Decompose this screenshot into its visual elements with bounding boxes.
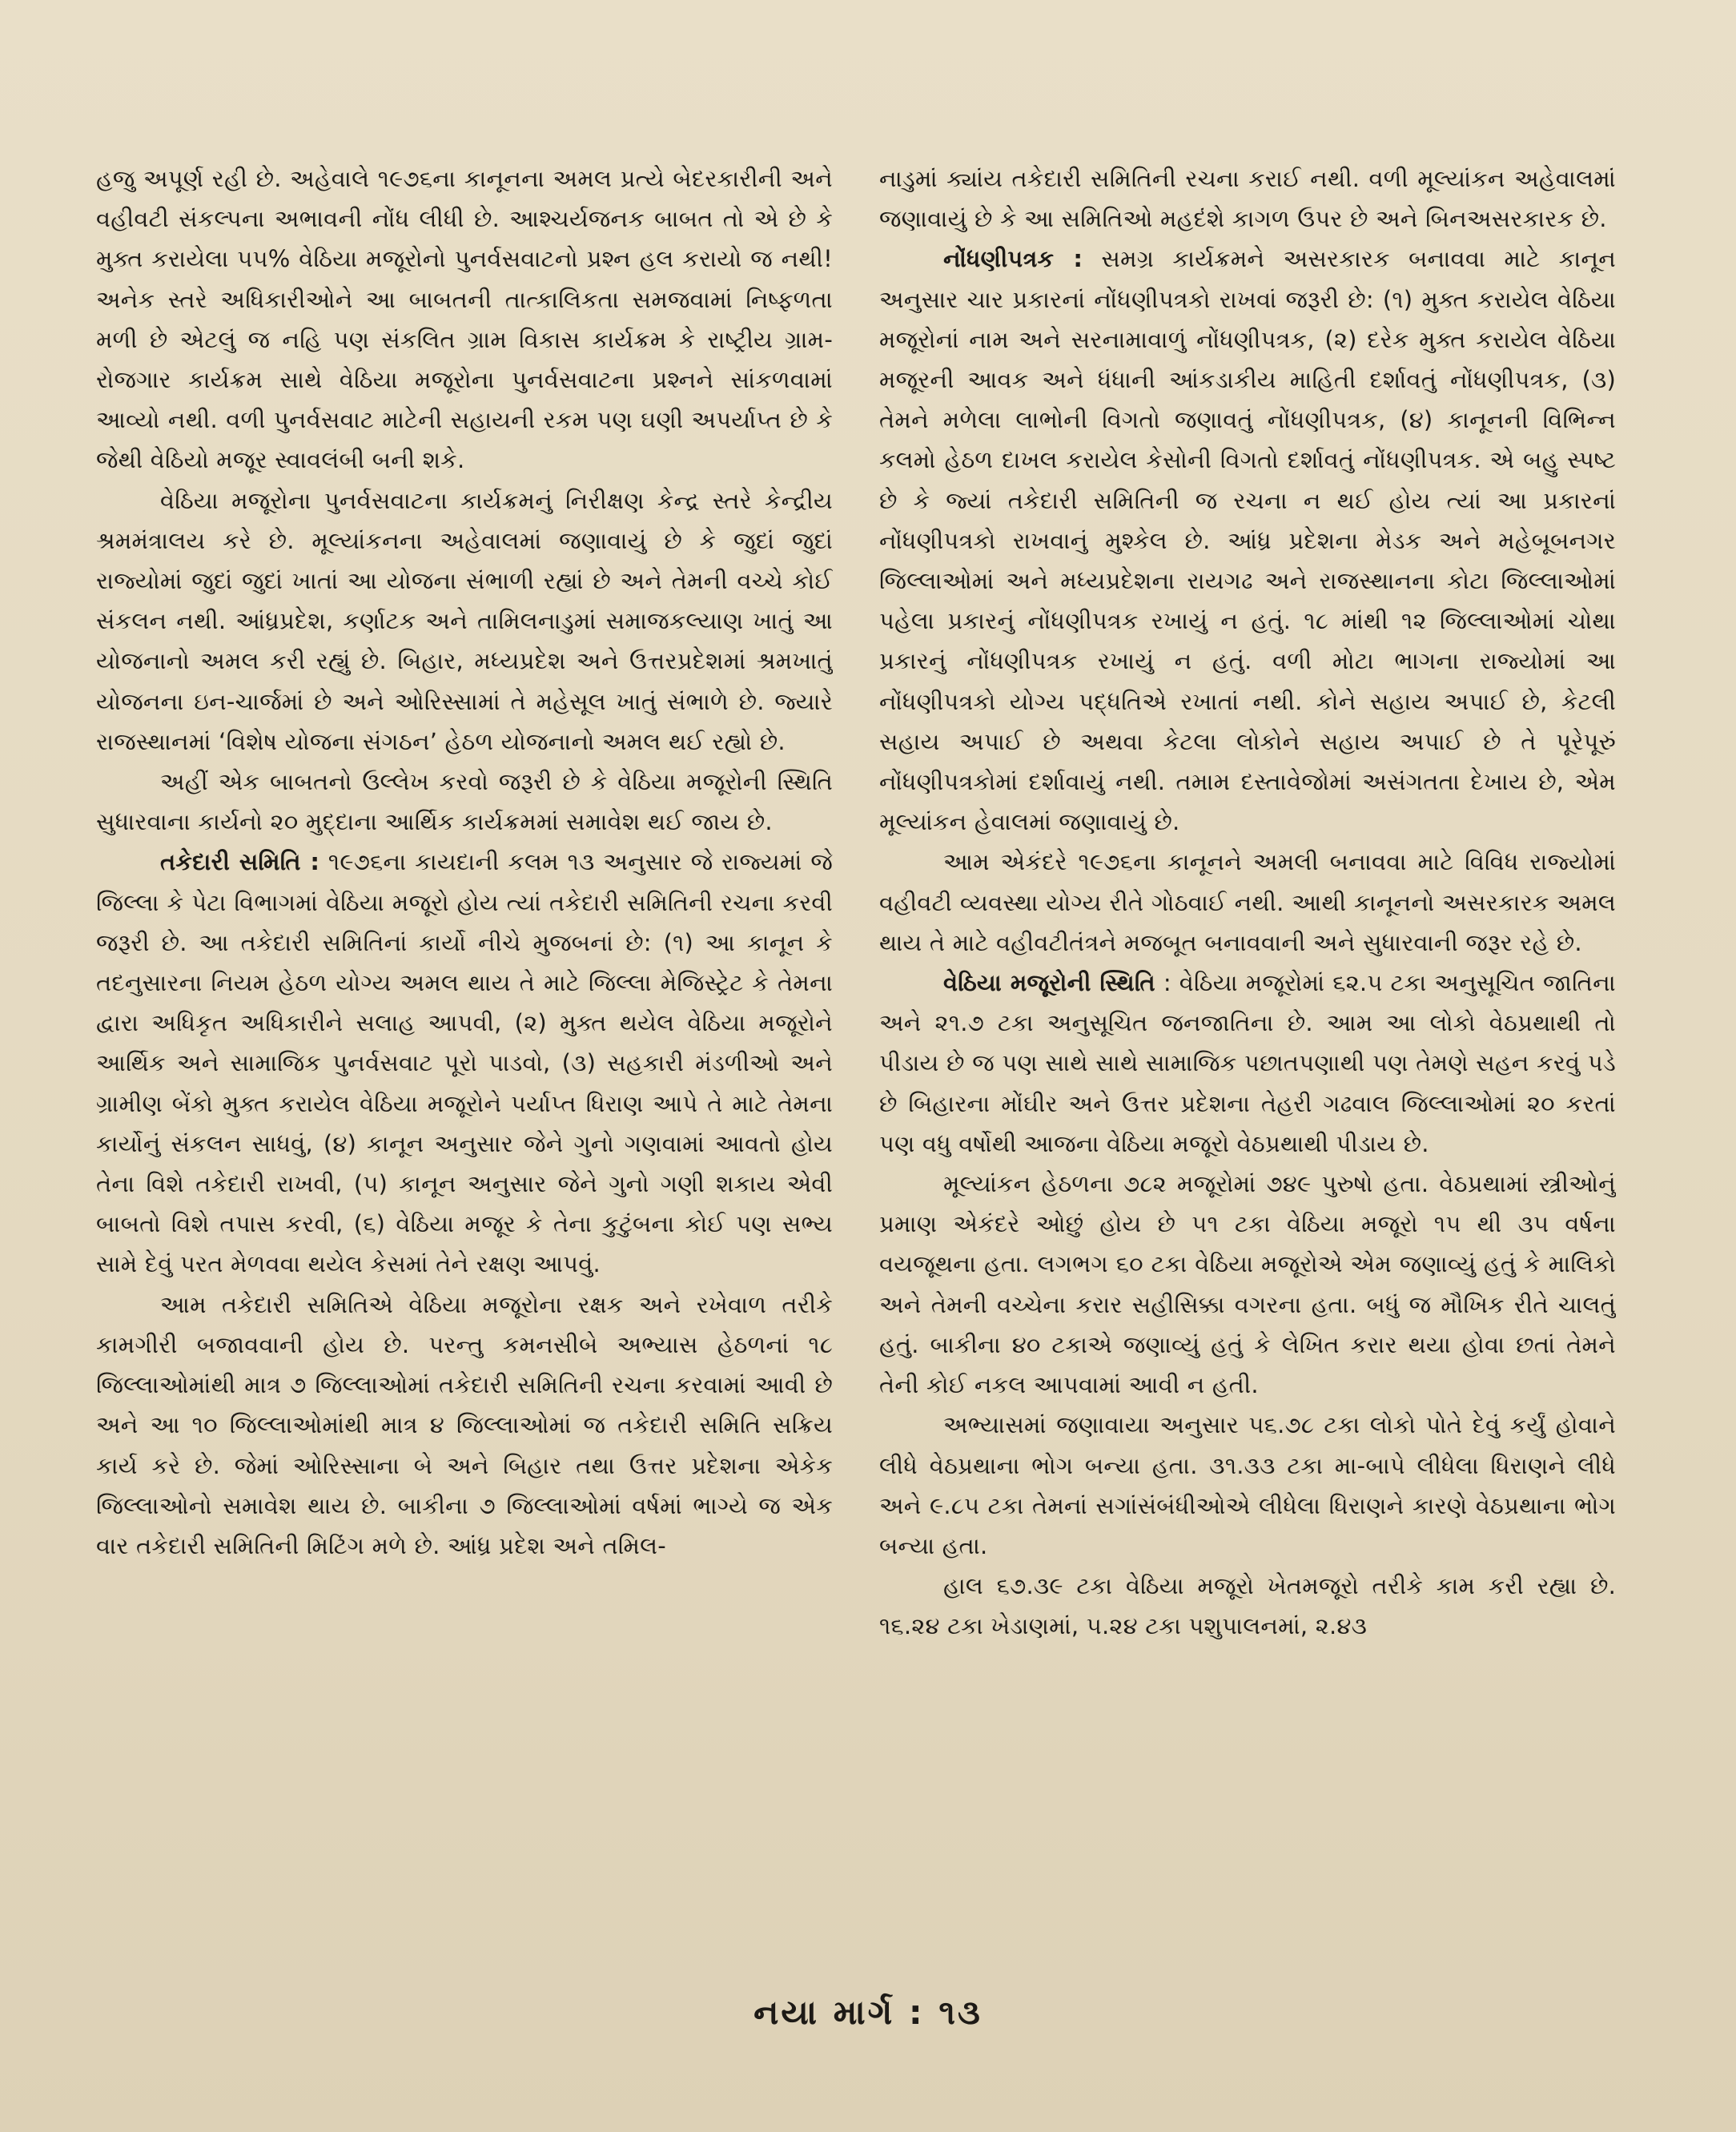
paragraph: આમ તકેદારી સમિતિએ વેઠિયા મજૂરોના રક્ષક અને રખેવાળ તરીકે કામગીરી બજાવવાની હોય છે. પરન્તુ કમનસીબે અભ્યાસ હેઠળનાં ૧૮ જિલ્લાઓમાંથી માત્ર ૭ જિલ્લાઓમાં તકેદારી સમિતિની રચના કરવામાં આવી છે અને આ ૧૦ જિલ્લાઓમાંથી માત્ર ૪ જિલ્લાઓમાં જ તકેદારી સમિતિ સક્રિય કાર્ય કરે છે. જેમાં ઓરિસ્સાના બે અને બિહાર તથા ઉત્તર પ્રદેશના એકેક જિલ્લાઓનો સમાવેશ થાય છે. બાકીના ૭ જિલ્લાઓમાં વર્ષમાં ભાગ્યે જ એક વાર તકેદારી સમિતિની મિટિંગ મળે છે. આંધ્ર પ્રદેશ અને તમિલ- (96, 1290, 833, 1559)
paragraph (879, 963, 1616, 1164)
paragraph-text: : વેઠિયા મજૂરોમાં ૬૨.૫ ટકા અનુસૂચિત જાતિના અને ૨૧.૭ ટકા અનુસૂચિત જનજાતિના છે. આમ આ લોકો વેઠપ્રથાથી તો પીડાય છે જ પણ સાથે સાથે સામાજિક પછાતપણાથી પણ તેમણે સહન કરવું પડે છે બિહારના મોંઘીર અને ઉત્તર પ્રદેશના તેહરી ગઢવાલ જિલ્લાઓમાં ૨૦ કરતાં પણ વધુ વર્ષોથી આજના વેઠિયા મજૂરો વેઠપ્રથાથી પીડાય છે. (879, 969, 1616, 1157)
section-heading-labourers-condition: વેઠિયા મજૂરોની સ્થિતિ (943, 969, 1155, 997)
right-column (879, 159, 1616, 1977)
paragraph-text: સમગ્ર કાર્યક્રમને અસરકારક બનાવવા માટે કાનૂન અનુસાર ચાર પ્રકારનાં નોંધણીપત્રકો રાખવાં જરૂરી છે: (૧) મુક્ત કરાયેલ વેઠિયા મજૂરોનાં નામ અને સરનામાવાળું નોંધણીપત્રક, (૨) દરેક મુક્ત કરાયેલ વેઠિયા મજૂરની આવક અને ધંધાની આંકડાકીય માહિતી દર્શાવતું નોંધણીપત્રક, (૩) તેમને મળેલા લાભોની વિગતો જણાવતું નોંધણીપત્રક, (૪) કાનૂનની વિભિન્ન કલમો હેઠળ દાખલ કરાયેલ કેસોની વિગતો દર્શાવતું નોંધણીપત્રક. એ બહુ સ્પષ્ટ છે કે જ્યાં તકેદારી સમિતિની જ રચના ન થઈ હોય ત્યાં આ પ્રકારનાં નોંધણીપત્રકો રાખવાનું મુશ્કેલ છે. આંધ્ર પ્રદેશના મેડક અને મહેબૂબનગર જિલ્લાઓમાં અને મધ્યપ્રદેશના રાયગઢ અને રાજસ્થાનના કોટા જિલ્લાઓમાં પહેલા પ્રકારનું નોંધણીપત્રક રખાયું ન હતું. ૧૮ માંથી ૧૨ જિલ્લાઓમાં ચોથા પ્રકારનું નોંધણીપત્રક રખાયું ન હતું. વળી મોટા ભાગના રાજ્યોમાં આ નોંધણીપત્રકો યોગ્ય પદ્ધતિએ રખાતાં નથી. કોને સહાય અપાઈ છે, કેટલી સહાય અપાઈ છે અથવા કેટલા લોકોને સહાય અપાઈ છે તે પૂરેપૂરું નોંધણીપત્રકોમાં દર્શાવાયું નથી. તમામ દસ્તાવેજોમાં અસંગતતા દેખાય છે, એમ મૂલ્યાંકન હેવાલમાં જણાવાયું છે. (879, 245, 1616, 836)
paragraph (96, 842, 833, 1284)
paragraph: હાલ ૬૭.૩૯ ટકા વેઠિયા મજૂરો ખેતમજૂરો તરીકે કામ કરી રહ્યા છે. ૧૬.૨૪ ટકા ખેડાણમાં, ૫.૨૪ ટકા પશુપાલનમાં, ૨.૪૩ (879, 1572, 1616, 1640)
paragraph: આમ એકંદરે ૧૯૭૬ના કાનૂનને અમલી બનાવવા માટે વિવિધ રાજ્યોમાં વહીવટી વ્યવસ્થા યોગ્ય રીતે ગોઠવાઈ નથી. આથી કાનૂનનો અસરકારક અમલ થાય તે માટે વહીવટીતંત્રને મજબૂત બનાવવાની અને સુધારવાની જરૂર રહે છે. (879, 848, 1616, 956)
page-footer: નયા માર્ગ : ૧૩ (753, 1993, 983, 2032)
paragraph: હજુ અપૂર્ણ રહી છે. અહેવાલે ૧૯૭૬ના કાનૂનના અમલ પ્રત્યે બેદરકારીની અને વહીવટી સંકલ્પના અભાવની નોંધ લીધી છે. આશ્ચર્યજનક બાબત તો એ છે કે મુક્ત કરાયેલા ૫૫% વેઠિયા મજૂરોનો પુનર્વસવાટનો પ્રશ્ન હલ કરાયો જ નથી! અનેક સ્તરે અધિકારીઓને આ બાબતની તાત્કાલિકતા સમજવામાં નિષ્ફળતા મળી છે એટલું જ નહિ પણ સંકલિત ગ્રામ વિકાસ કાર્યક્રમ કે રાષ્ટ્રીય ગ્રામ-રોજગાર કાર્યક્રમ સાથે વેઠિયા મજૂરોના પુનર્વસવાટના પ્રશ્નને સાંકળવામાં આવ્યો નથી. વળી પુનર્વસવાટ માટેની સહાયની રકમ પણ ઘણી અપર્યાપ્ત છે કે જેથી વેઠિયો મજૂર સ્વાવલંબી બની શકે. (96, 165, 833, 474)
left-column (96, 159, 833, 1977)
paragraph: મૂલ્યાંકન હેઠળના ૭૮૨ મજૂરોમાં ૭૪૯ પુરુષો હતા. વેઠપ્રથામાં સ્ત્રીઓનું પ્રમાણ એકંદરે ઓછું હોય છે ૫૧ ટકા વેઠિયા મજૂરો ૧૫ થી ૩૫ વર્ષના વયજૂથના હતા. લગભગ ૬૦ ટકા વેઠિયા મજૂરોએ એમ જણાવ્યું હતું કે માલિકો અને તેમની વચ્ચેના કરાર સહીસિક્કા વગરના હતા. બધું જ મૌખિક રીતે ચાલતું હતું. બાકીના ૪૦ ટકાએ જણાવ્યું હતું કે લેખિત કરાર થયા હોવા છતાં તેમને તેની કોઈ નકલ આપવામાં આવી ન હતી. (879, 1170, 1616, 1399)
paragraph-text: ૧૯૭૬ના કાયદાની કલમ ૧૩ અનુસાર જે રાજ્યમાં જે જિલ્લા કે પેટા વિભાગમાં વેઠિયા મજૂરો હોય ત્યાં તકેદારી સમિતિની રચના કરવી જરૂરી છે. આ તકેદારી સમિતિનાં કાર્યો નીચે મુજબનાં છે: (૧) આ કાનૂન કે તદનુસારના નિયમ હેઠળ યોગ્ય અમલ થાય તે માટે જિલ્લા મેજિસ્ટ્રેટ કે તેમના દ્વારા અધિકૃત અધિકારીને સલાહ આપવી, (૨) મુક્ત થયેલ વેઠિયા મજૂરોને આર્થિક અને સામાજિક પુનર્વસવાટ પૂરો પાડવો, (૩) સહકારી મંડળીઓ અને ગ્રામીણ બેંકો મુક્ત કરાયેલ વેઠિયા મજૂરોને પર્યાપ્ત ધિરાણ આપે તે માટે તેમના કાર્યોનું સંકલન સાધવું, (૪) કાનૂન અનુસાર જેને ગુનો ગણવામાં આવતો હોય તેના વિશે તકેદારી રાખવી, (૫) કાનૂન અનુસાર જેને ગુનો ગણી શકાય એવી બાબતો વિશે તપાસ કરવી, (૬) વેઠિયા મજૂર કે તેના કુટુંબના કોઈ પણ સભ્ય સામે દેવું પરત મેળવવા થયેલ કેસમાં તેને રક્ષણ આપવું. (96, 848, 833, 1278)
paragraph (879, 239, 1616, 842)
paragraph: નાડુમાં ક્યાંય તકેદારી સમિતિની રચના કરાઈ નથી. વળી મૂલ્યાંકન અહેવાલમાં જણાવાયું છે કે આ સમિતિઓ મહદંશે કાગળ ઉપર છે અને બિનઅસરકારક છે. (879, 165, 1616, 233)
paragraph: અભ્યાસમાં જણાવાયા અનુસાર ૫૬.૭૮ ટકા લોકો પોતે દેવું કર્યું હોવાને લીધે વેઠપ્રથાના ભોગ બન્યા હતા. ૩૧.૩૩ ટકા મા-બાપે લીધેલા ધિરાણને લીધે અને ૯.૮૫ ટકા તેમનાં સગાંસંબંધીઓએ લીધેલા ધિરાણને કારણે વેઠપ્રથાના ભોગ બન્યા હતા. (879, 1411, 1616, 1559)
section-heading-vigilance-committee: તકેદારી સમિતિ : (160, 848, 320, 876)
paragraph: વેઠિયા મજૂરોના પુનર્વસવાટના કાર્યક્રમનું નિરીક્ષણ કેન્દ્ર સ્તરે કેન્દ્રીય શ્રમમંત્રાલય કરે છે. મૂલ્યાંકનના અહેવાલમાં જણાવાયું છે કે જુદાં જુદાં રાજ્યોમાં જુદાં જુદાં ખાતાં આ યોજના સંભાળી રહ્યાં છે અને તેમની વચ્ચે કોઈ સંકલન નથી. આંધ્રપ્રદેશ, કર્ણાટક અને તામિલનાડુમાં સમાજકલ્યાણ ખાતું આ યોજનાનો અમલ કરી રહ્યું છે. બિહાર, મધ્યપ્રદેશ અને ઉત્તરપ્રદેશમાં શ્રમખાતું યોજનના ઇન-ચાર્જમાં છે અને ઓરિસ્સામાં તે મહેસૂલ ખાતું સંભાળે છે. જ્યારે રાજસ્થાનમાં ‘વિશેષ યોજના સંગઠન’ હેઠળ યોજનાનો અમલ થઈ રહ્યો છે. (96, 486, 833, 755)
section-heading-registers: નોંધણીપત્રક : (943, 245, 1083, 273)
paragraph: અહીં એક બાબતનો ઉલ્લેખ કરવો જરૂરી છે કે વેઠિયા મજૂરોની સ્થિતિ સુધારવાના કાર્યનો ૨૦ મુદ્દાના આર્થિક કાર્યક્રમમાં સમાવેશ થઈ જાય છે. (96, 768, 833, 836)
